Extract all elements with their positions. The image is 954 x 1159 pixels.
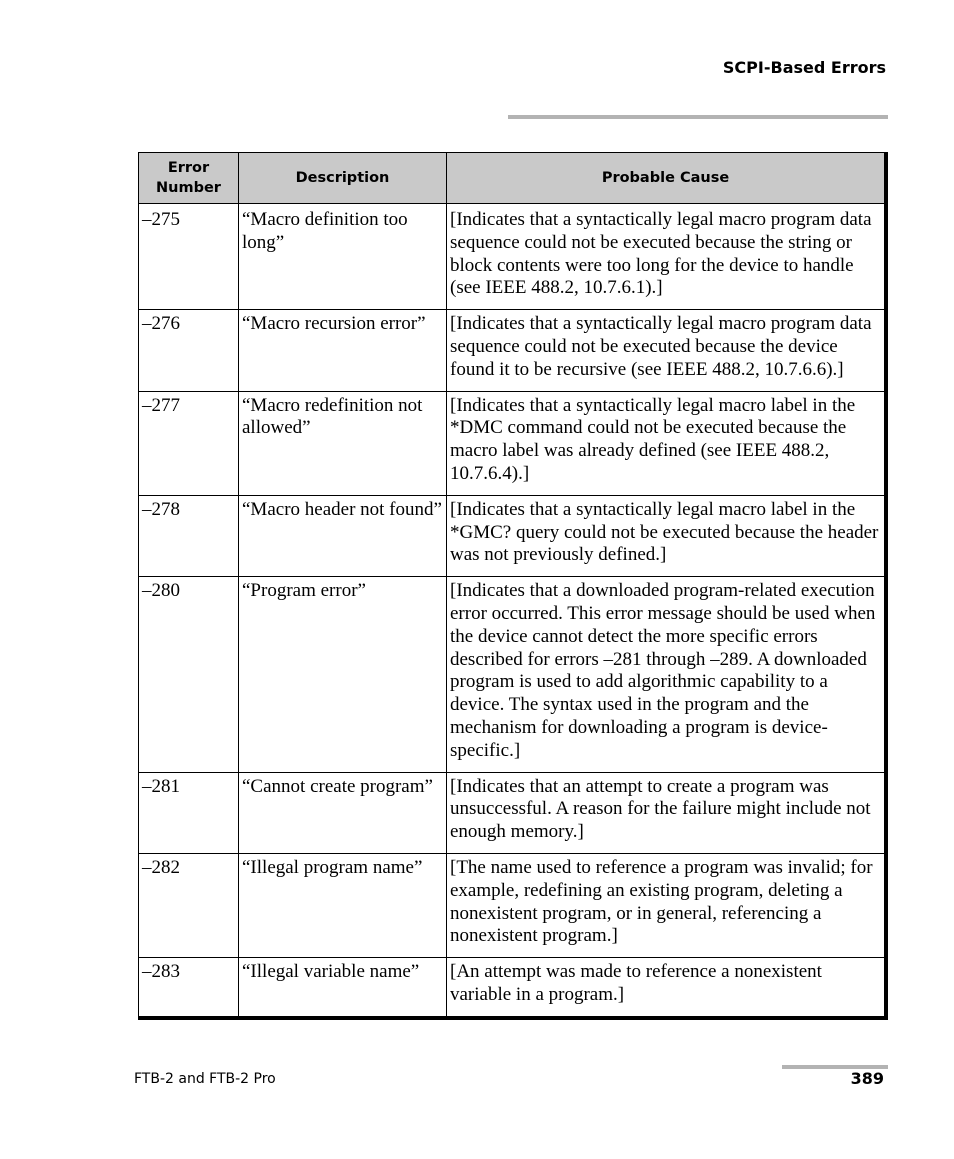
table-row xyxy=(139,206,885,310)
description-cell: “Macro definition too long” xyxy=(239,206,447,310)
error-number-cell: –275 xyxy=(139,206,239,310)
column-header-error-number xyxy=(139,153,239,204)
probable-cause-cell: [Indicates that a syntactically legal macro program data sequence could not be executed because the string or block contents were too long for the device to handle (see IEEE 488.2, 10.7.6.1).] xyxy=(447,206,885,310)
probable-cause-cell: [Indicates that a syntactically legal macro label in the *GMC? query could not be executed because the header was not previously defined.] xyxy=(447,495,885,576)
table-row xyxy=(139,577,885,772)
column-header-probable-cause: Probable Cause xyxy=(447,153,885,204)
description-cell: “Program error” xyxy=(239,577,447,772)
description-cell: “Macro header not found” xyxy=(239,495,447,576)
error-number-cell: –282 xyxy=(139,853,239,957)
probable-cause-cell: [Indicates that a syntactically legal macro label in the *DMC command could not be executed because the macro label was already defined (see IEEE 488.2, 10.7.6.4).] xyxy=(447,391,885,495)
table-row xyxy=(139,495,885,576)
table-row xyxy=(139,853,885,957)
probable-cause-cell: [Indicates that an attempt to create a program was unsuccessful. A reason for the failure might include not enough memory.] xyxy=(447,772,885,853)
column-header-line: Number xyxy=(156,180,221,196)
error-number-cell: –278 xyxy=(139,495,239,576)
table-row xyxy=(139,391,885,495)
column-header-description: Description xyxy=(239,153,447,204)
table-row xyxy=(139,772,885,853)
description-cell: “Illegal variable name” xyxy=(239,958,447,1017)
page-number: 389 xyxy=(850,1069,884,1088)
description-cell: “Macro redefinition not allowed” xyxy=(239,391,447,495)
error-table-container xyxy=(138,152,888,1020)
error-number-cell: –277 xyxy=(139,391,239,495)
error-number-cell: –283 xyxy=(139,958,239,1017)
footer-product-name: FTB-2 and FTB-2 Pro xyxy=(134,1071,276,1087)
error-number-cell: –276 xyxy=(139,310,239,391)
table-row xyxy=(139,958,885,1017)
table-header-row xyxy=(139,153,885,204)
error-number-cell: –280 xyxy=(139,577,239,772)
description-cell: “Macro recursion error” xyxy=(239,310,447,391)
column-header-line: Error xyxy=(167,160,210,176)
header-rule xyxy=(508,115,888,119)
error-number-cell: –281 xyxy=(139,772,239,853)
table-row xyxy=(139,310,885,391)
description-cell: “Illegal program name” xyxy=(239,853,447,957)
page-header-title: SCPI-Based Errors xyxy=(722,58,886,77)
description-cell: “Cannot create program” xyxy=(239,772,447,853)
probable-cause-cell: [The name used to reference a program was invalid; for example, redefining an existing program, deleting a nonexistent program, or in general, referencing a nonexistent program.] xyxy=(447,853,885,957)
probable-cause-cell: [Indicates that a syntactically legal macro program data sequence could not be executed because the device found it to be recursive (see IEEE 488.2, 10.7.6.6).] xyxy=(447,310,885,391)
probable-cause-cell: [An attempt was made to reference a nonexistent variable in a program.] xyxy=(447,958,885,1017)
error-table xyxy=(138,152,885,1017)
probable-cause-cell: [Indicates that a downloaded program-related execution error occurred. This error message should be used when the device cannot detect the more specific errors described for errors –281 through –289. A downloaded program is used to add algorithmic capability to a device. The syntax used in the program and the mechanism for downloading a program is device-specific.] xyxy=(447,577,885,772)
